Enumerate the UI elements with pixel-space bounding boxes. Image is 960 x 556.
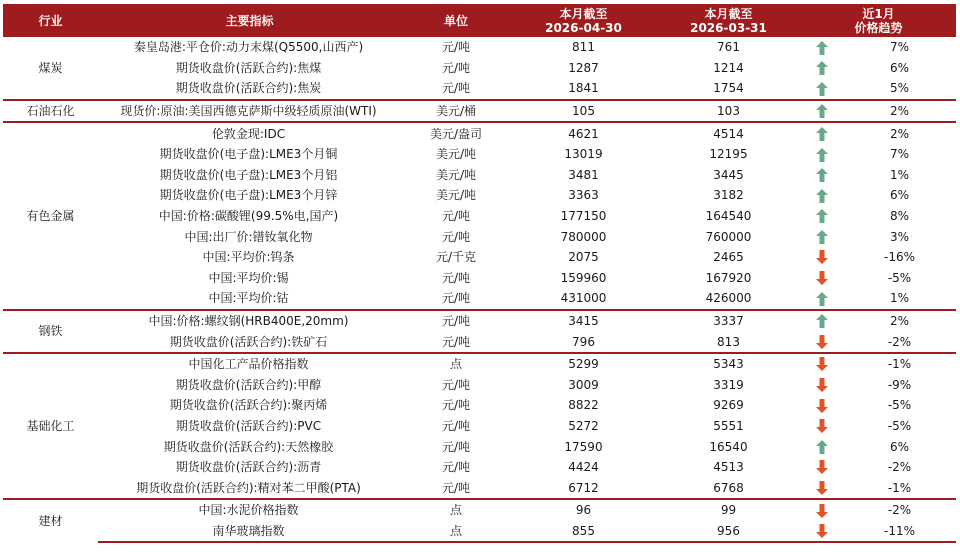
unit-cell: 元/吨 bbox=[441, 81, 471, 96]
unit-cell: 元/吨 bbox=[441, 480, 471, 495]
header-trend-line2: 价格趋势 bbox=[854, 20, 903, 35]
previous-value-cell: 426000 bbox=[705, 291, 752, 306]
change-percent-cell: -9% bbox=[887, 377, 912, 392]
current-value-cell: 855 bbox=[511, 521, 656, 543]
table-row bbox=[3, 457, 956, 478]
unit-cell: 元/吨 bbox=[441, 377, 471, 392]
previous-value-cell: 103 bbox=[656, 100, 801, 123]
arrow-down-icon bbox=[816, 524, 828, 538]
header-previous-line2: 2026-03-31 bbox=[690, 20, 767, 35]
arrow-down-icon bbox=[816, 357, 828, 371]
previous-value-cell: 4513 bbox=[713, 460, 744, 475]
table-row bbox=[3, 375, 956, 396]
unit-cell: 元/吨 bbox=[441, 334, 471, 349]
indicator-cell: 秦皇岛港:平仓价:动力末煤(Q5500,山西产) bbox=[133, 40, 364, 55]
table-row bbox=[3, 58, 956, 79]
header-trend bbox=[801, 4, 956, 37]
unit-cell: 元/吨 bbox=[441, 40, 471, 55]
indicator-cell: 期货收盘价(活跃合约):PVC bbox=[175, 418, 322, 433]
arrow-down-icon bbox=[816, 399, 828, 413]
trend-arrow-cell bbox=[801, 436, 843, 457]
change-percent-cell: 6% bbox=[889, 439, 910, 454]
current-value-cell: 3415 bbox=[511, 310, 656, 332]
trend-arrow-cell bbox=[801, 122, 843, 144]
arrow-up-icon bbox=[816, 440, 828, 454]
current-value-cell: 96 bbox=[511, 499, 656, 521]
change-percent-cell: 5% bbox=[889, 81, 910, 96]
table-row bbox=[3, 247, 956, 268]
change-percent-cell: -2% bbox=[843, 499, 956, 521]
arrow-down-icon bbox=[816, 271, 828, 285]
change-percent-cell: 1% bbox=[889, 167, 910, 182]
indicator-cell: 期货收盘价(活跃合约):甲醇 bbox=[175, 377, 322, 392]
change-percent-cell: -5% bbox=[887, 398, 912, 413]
change-percent-cell: 6% bbox=[889, 60, 910, 75]
arrow-down-icon bbox=[816, 250, 828, 264]
change-percent-cell: 7% bbox=[889, 147, 910, 162]
industry-cell: 钢铁 bbox=[3, 310, 98, 353]
trend-arrow-cell bbox=[801, 331, 843, 353]
industry-cell: 建材 bbox=[3, 499, 98, 542]
unit-cell: 元/吨 bbox=[441, 60, 471, 75]
current-value-cell: 3363 bbox=[568, 188, 599, 203]
trend-arrow-cell bbox=[801, 477, 843, 499]
trend-arrow-cell bbox=[801, 268, 843, 289]
trend-arrow-cell bbox=[801, 78, 843, 100]
indicator-cell: 伦敦金现:IDC bbox=[98, 122, 401, 144]
industry-cell: 煤炭 bbox=[38, 60, 63, 75]
current-value-cell: 811 bbox=[572, 40, 595, 55]
arrow-down-icon bbox=[816, 504, 828, 518]
indicator-cell: 南华玻璃指数 bbox=[98, 521, 401, 543]
unit-cell: 元/吨 bbox=[441, 229, 471, 244]
change-percent-cell: 2% bbox=[843, 122, 956, 144]
unit-cell: 元/吨 bbox=[441, 291, 471, 306]
table-row bbox=[3, 395, 956, 416]
arrow-up-icon bbox=[816, 189, 828, 203]
current-value-cell: 177150 bbox=[560, 209, 607, 224]
header-unit: 单位 bbox=[401, 4, 511, 37]
indicator-cell: 期货收盘价(活跃合约):铁矿石 bbox=[169, 334, 328, 349]
trend-arrow-cell bbox=[801, 226, 843, 247]
unit-cell: 美元/盎司 bbox=[401, 122, 511, 144]
change-percent-cell: -5% bbox=[887, 270, 912, 285]
unit-cell: 元/千克 bbox=[435, 250, 477, 265]
unit-cell: 美元/桶 bbox=[401, 100, 511, 123]
table-row bbox=[3, 416, 956, 437]
arrow-down-icon bbox=[816, 378, 828, 392]
arrow-up-icon bbox=[816, 41, 828, 55]
header-indicator: 主要指标 bbox=[98, 4, 401, 37]
current-value-cell: 431000 bbox=[560, 291, 607, 306]
indicator-cell: 中国:平均价:钨条 bbox=[202, 250, 295, 265]
arrow-up-icon bbox=[816, 168, 828, 182]
arrow-down-icon bbox=[816, 481, 828, 495]
unit-cell: 元/吨 bbox=[441, 460, 471, 475]
indicator-cell: 中国:平均价:钴 bbox=[208, 291, 289, 306]
arrow-up-icon bbox=[816, 292, 828, 306]
previous-value-cell: 12195 bbox=[709, 147, 748, 162]
table-row bbox=[3, 310, 956, 332]
arrow-down-icon bbox=[816, 460, 828, 474]
indicator-cell: 期货收盘价(活跃合约):焦煤 bbox=[175, 60, 322, 75]
indicator-cell: 中国:出厂价:镨钕氧化物 bbox=[184, 229, 313, 244]
arrow-up-icon bbox=[816, 82, 828, 96]
table-row bbox=[3, 499, 956, 521]
change-percent-cell: -5% bbox=[887, 418, 912, 433]
price-table bbox=[3, 4, 956, 543]
indicator-cell: 期货收盘价(活跃合约):天然橡胶 bbox=[163, 439, 334, 454]
arrow-up-icon bbox=[816, 209, 828, 223]
table-row bbox=[3, 521, 956, 543]
trend-arrow-cell bbox=[801, 247, 843, 268]
previous-value-cell: 99 bbox=[656, 499, 801, 521]
indicator-cell: 现货价:原油:美国西德克萨斯中级轻质原油(WTI) bbox=[98, 100, 401, 123]
current-value-cell: 159960 bbox=[560, 270, 607, 285]
unit-cell: 点 bbox=[401, 521, 511, 543]
trend-arrow-cell bbox=[801, 37, 843, 58]
previous-value-cell: 760000 bbox=[705, 229, 752, 244]
indicator-cell: 中国:价格:碳酸锂(99.5%电,国产) bbox=[158, 209, 339, 224]
unit-cell: 美元/吨 bbox=[435, 188, 477, 203]
indicator-cell: 中国化工产品价格指数 bbox=[98, 353, 401, 375]
previous-value-cell: 5551 bbox=[713, 418, 744, 433]
current-value-cell: 1287 bbox=[568, 60, 599, 75]
change-percent-cell: 2% bbox=[843, 310, 956, 332]
indicator-cell: 期货收盘价(电子盘):LME3个月铝 bbox=[159, 167, 338, 182]
arrow-up-icon bbox=[816, 314, 828, 328]
change-percent-cell: -2% bbox=[887, 334, 912, 349]
header-row bbox=[3, 4, 956, 37]
previous-value-cell: 3182 bbox=[713, 188, 744, 203]
table-row bbox=[3, 37, 956, 58]
industry-cell: 有色金属 bbox=[3, 122, 98, 309]
unit-cell: 元/吨 bbox=[401, 310, 511, 332]
change-percent-cell: 6% bbox=[889, 188, 910, 203]
change-percent-cell: 3% bbox=[889, 229, 910, 244]
arrow-up-icon bbox=[816, 148, 828, 162]
current-value-cell: 4621 bbox=[511, 122, 656, 144]
current-value-cell: 17590 bbox=[564, 439, 603, 454]
indicator-cell: 中国:平均价:锡 bbox=[208, 270, 289, 285]
table-row bbox=[3, 477, 956, 499]
previous-value-cell: 6768 bbox=[713, 480, 744, 495]
arrow-up-icon bbox=[816, 230, 828, 244]
trend-arrow-cell bbox=[801, 206, 843, 227]
indicator-cell: 期货收盘价(活跃合约):沥青 bbox=[175, 460, 322, 475]
trend-arrow-cell bbox=[801, 288, 843, 310]
previous-value-cell: 1754 bbox=[713, 81, 744, 96]
indicator-cell: 期货收盘价(活跃合约):聚丙烯 bbox=[169, 398, 328, 413]
change-percent-cell: 2% bbox=[843, 100, 956, 123]
table-row bbox=[3, 353, 956, 375]
header-current-line1: 本月截至 bbox=[559, 6, 608, 21]
table-row bbox=[3, 288, 956, 310]
table-row bbox=[3, 206, 956, 227]
trend-arrow-cell bbox=[801, 457, 843, 478]
unit-cell: 元/吨 bbox=[441, 418, 471, 433]
unit-cell: 点 bbox=[401, 353, 511, 375]
previous-value-cell: 761 bbox=[717, 40, 740, 55]
current-value-cell: 3009 bbox=[568, 377, 599, 392]
previous-value-cell: 164540 bbox=[705, 209, 752, 224]
header-previous-line1: 本月截至 bbox=[704, 6, 753, 21]
price-table-container bbox=[3, 4, 956, 543]
current-value-cell: 2075 bbox=[568, 250, 599, 265]
header-current-line2: 2026-04-30 bbox=[545, 20, 622, 35]
trend-arrow-cell bbox=[801, 100, 843, 123]
current-value-cell: 13019 bbox=[564, 147, 603, 162]
trend-arrow-cell bbox=[801, 144, 843, 165]
previous-value-cell: 956 bbox=[656, 521, 801, 543]
indicator-cell: 中国:价格:螺纹钢(HRB400E,20mm) bbox=[98, 310, 401, 332]
previous-value-cell: 9269 bbox=[713, 398, 744, 413]
table-row bbox=[3, 165, 956, 186]
previous-value-cell: 4514 bbox=[656, 122, 801, 144]
trend-arrow-cell bbox=[801, 165, 843, 186]
table-row bbox=[3, 185, 956, 206]
unit-cell: 元/吨 bbox=[441, 270, 471, 285]
industry-cell: 基础化工 bbox=[3, 353, 98, 499]
trend-arrow-cell bbox=[801, 353, 843, 375]
previous-value-cell: 167920 bbox=[705, 270, 752, 285]
header-previous bbox=[656, 4, 801, 37]
change-percent-cell: 7% bbox=[889, 40, 910, 55]
table-row bbox=[3, 144, 956, 165]
table-row bbox=[3, 78, 956, 100]
indicator-cell: 中国:水泥价格指数 bbox=[98, 499, 401, 521]
previous-value-cell: 1214 bbox=[713, 60, 744, 75]
header-trend-line1: 近1月 bbox=[862, 6, 895, 21]
previous-value-cell: 3337 bbox=[656, 310, 801, 332]
arrow-down-icon bbox=[816, 419, 828, 433]
previous-value-cell: 3319 bbox=[713, 377, 744, 392]
table-row bbox=[3, 268, 956, 289]
arrow-up-icon bbox=[816, 61, 828, 75]
current-value-cell: 796 bbox=[572, 334, 595, 349]
change-percent-cell: 1% bbox=[889, 291, 910, 306]
current-value-cell: 780000 bbox=[560, 229, 607, 244]
change-percent-cell: -1% bbox=[843, 353, 956, 375]
unit-cell: 美元/吨 bbox=[435, 167, 477, 182]
current-value-cell: 105 bbox=[511, 100, 656, 123]
indicator-cell: 期货收盘价(电子盘):LME3个月铜 bbox=[159, 147, 338, 162]
previous-value-cell: 2465 bbox=[713, 250, 744, 265]
current-value-cell: 6712 bbox=[568, 480, 599, 495]
current-value-cell: 5272 bbox=[568, 418, 599, 433]
arrow-up-icon bbox=[816, 127, 828, 141]
indicator-cell: 期货收盘价(活跃合约):焦炭 bbox=[175, 81, 322, 96]
table-row bbox=[3, 100, 956, 123]
change-percent-cell: -11% bbox=[843, 521, 956, 543]
change-percent-cell: -16% bbox=[884, 250, 916, 265]
unit-cell: 元/吨 bbox=[441, 439, 471, 454]
previous-value-cell: 3445 bbox=[713, 167, 744, 182]
trend-arrow-cell bbox=[801, 185, 843, 206]
trend-arrow-cell bbox=[801, 521, 843, 543]
current-value-cell: 3481 bbox=[568, 167, 599, 182]
current-value-cell: 8822 bbox=[568, 398, 599, 413]
unit-cell: 点 bbox=[401, 499, 511, 521]
header-current bbox=[511, 4, 656, 37]
industry-cell: 石油石化 bbox=[3, 100, 98, 123]
unit-cell: 美元/吨 bbox=[435, 147, 477, 162]
table-row bbox=[3, 436, 956, 457]
trend-arrow-cell bbox=[801, 395, 843, 416]
previous-value-cell: 16540 bbox=[709, 439, 748, 454]
table-row bbox=[3, 226, 956, 247]
change-percent-cell: -1% bbox=[887, 480, 912, 495]
unit-cell: 元/吨 bbox=[441, 209, 471, 224]
current-value-cell: 4424 bbox=[568, 460, 599, 475]
change-percent-cell: 8% bbox=[889, 209, 910, 224]
table-row bbox=[3, 331, 956, 353]
current-value-cell: 1841 bbox=[568, 81, 599, 96]
previous-value-cell: 813 bbox=[717, 334, 740, 349]
arrow-up-icon bbox=[816, 104, 828, 118]
trend-arrow-cell bbox=[801, 416, 843, 437]
trend-arrow-cell bbox=[801, 58, 843, 79]
arrow-down-icon bbox=[816, 335, 828, 349]
indicator-cell: 期货收盘价(电子盘):LME3个月锌 bbox=[159, 188, 338, 203]
current-value-cell: 5299 bbox=[511, 353, 656, 375]
previous-value-cell: 5343 bbox=[656, 353, 801, 375]
header-industry: 行业 bbox=[3, 4, 98, 37]
trend-arrow-cell bbox=[801, 499, 843, 521]
trend-arrow-cell bbox=[801, 310, 843, 332]
change-percent-cell: -2% bbox=[887, 460, 912, 475]
trend-arrow-cell bbox=[801, 375, 843, 396]
unit-cell: 元/吨 bbox=[441, 398, 471, 413]
table-row bbox=[3, 122, 956, 144]
indicator-cell: 期货收盘价(活跃合约):精对苯二甲酸(PTA) bbox=[136, 480, 361, 495]
table-body bbox=[3, 37, 956, 542]
